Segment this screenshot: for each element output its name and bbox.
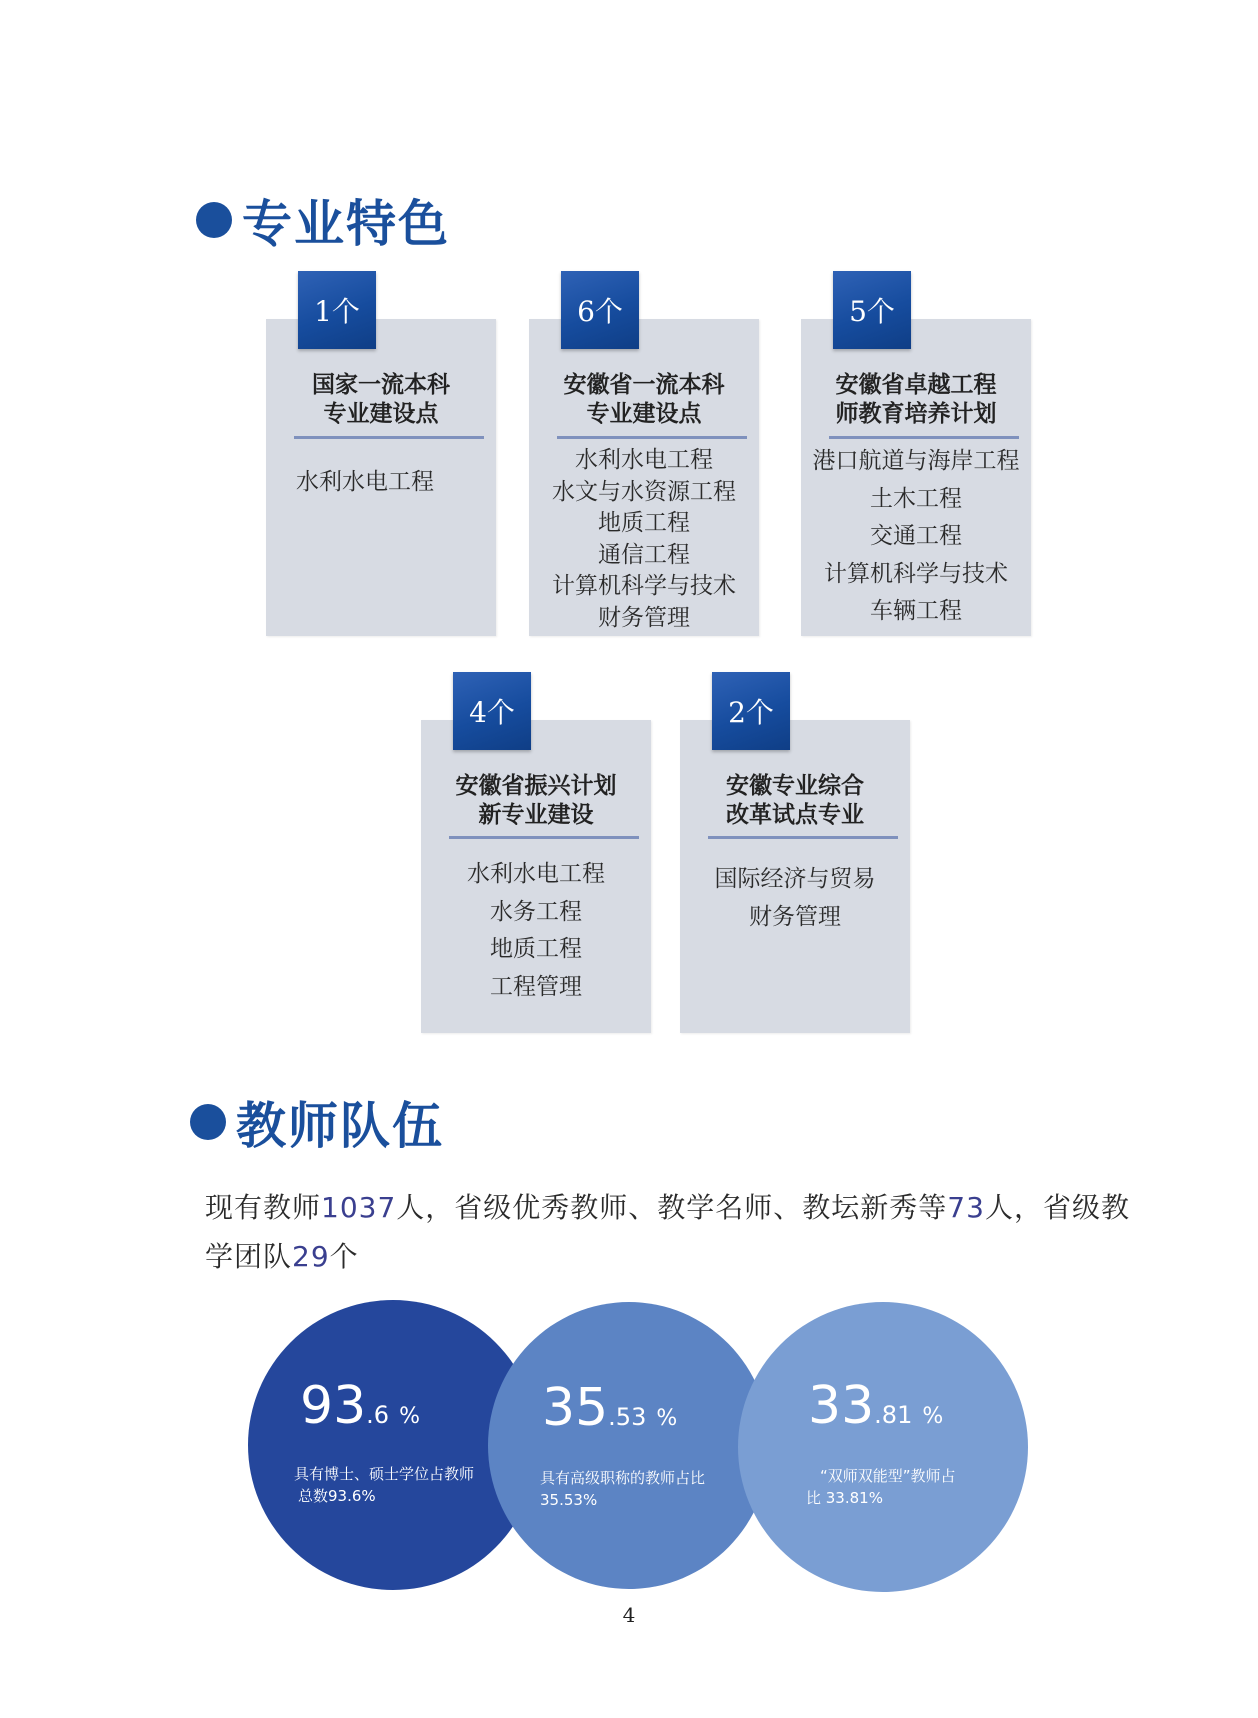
stat-description bbox=[540, 1467, 705, 1511]
card-item: 土木工程 bbox=[870, 485, 962, 512]
card-excellent-engineer bbox=[801, 295, 1031, 636]
card-item: 计算机科学与技术 bbox=[552, 573, 736, 599]
stat-description bbox=[294, 1463, 474, 1507]
card-count-badge: 5个 bbox=[833, 271, 911, 349]
stat-value-decimal: .53 bbox=[608, 1403, 647, 1431]
paragraph-text: 人，省级优秀教师、教学名师、教坛新秀等 bbox=[396, 1191, 948, 1224]
paragraph-text: 个 bbox=[329, 1240, 359, 1273]
card-item-list bbox=[680, 861, 910, 936]
card-item: 水文与水资源工程 bbox=[552, 478, 736, 505]
card-item-list bbox=[529, 445, 759, 634]
card-title-line: 安徽专业综合 bbox=[726, 773, 864, 799]
stat-description-line: 具有高级职称的教师占比 bbox=[540, 1469, 706, 1487]
card-divider bbox=[829, 436, 1019, 439]
highlight-number: 73 bbox=[947, 1191, 985, 1224]
stat-circle-senior-title bbox=[488, 1302, 770, 1589]
card-count-badge: 4个 bbox=[453, 672, 531, 750]
card-item: 国际经济与贸易 bbox=[714, 866, 876, 892]
card-divider bbox=[708, 836, 898, 839]
card-item: 通信工程 bbox=[598, 541, 690, 568]
card-item: 财务管理 bbox=[598, 604, 690, 631]
bullet-dot-icon bbox=[196, 202, 232, 238]
stat-description-line: 比 33.81% bbox=[806, 1489, 883, 1507]
stat-value-decimal: .81 bbox=[874, 1401, 913, 1429]
card-revitalization-plan bbox=[421, 696, 651, 1033]
card-item: 水利水电工程 bbox=[467, 861, 605, 887]
card-title-line: 安徽省卓越工程 bbox=[835, 372, 997, 398]
card-anhui-first-class bbox=[529, 295, 759, 636]
section-title-features bbox=[196, 184, 450, 256]
faculty-summary-paragraph bbox=[205, 1183, 1140, 1281]
stat-value bbox=[542, 1378, 677, 1438]
card-item-list bbox=[801, 443, 1031, 631]
card-item: 地质工程 bbox=[598, 510, 690, 536]
card-item: 地质工程 bbox=[490, 936, 582, 962]
stat-percent-sign: % bbox=[922, 1404, 944, 1429]
section-title-text: 教师队伍 bbox=[236, 1096, 444, 1155]
card-divider bbox=[294, 436, 484, 439]
card-reform-pilot bbox=[680, 696, 910, 1033]
stat-description-line: 具有博士、硕士学位占教师 bbox=[294, 1465, 475, 1483]
stat-description-line: “双师双能型”教师占 bbox=[820, 1467, 956, 1485]
section-title-text: 专业特色 bbox=[242, 194, 450, 253]
highlight-number: 1037 bbox=[321, 1191, 397, 1224]
card-item-list bbox=[421, 856, 651, 1006]
card-item: 车辆工程 bbox=[870, 598, 962, 624]
card-title bbox=[801, 371, 1031, 429]
card-title-line: 国家一流本科 bbox=[312, 372, 450, 398]
card-title bbox=[680, 772, 910, 830]
stat-description-line: 35.53% bbox=[540, 1491, 598, 1509]
paragraph-text: 现有教师 bbox=[205, 1191, 322, 1224]
stat-value-main: 35 bbox=[542, 1378, 609, 1438]
stat-value bbox=[808, 1376, 943, 1436]
section-title-faculty bbox=[190, 1086, 444, 1158]
stat-circle-dual-qualified bbox=[738, 1302, 1028, 1592]
stat-value bbox=[300, 1376, 420, 1436]
card-count-badge: 6个 bbox=[561, 271, 639, 349]
card-title-line: 安徽省振兴计划 bbox=[455, 773, 617, 799]
card-title bbox=[266, 371, 496, 429]
card-item: 水利水电工程 bbox=[575, 447, 713, 473]
card-item: 水利水电工程 bbox=[296, 469, 434, 495]
bullet-dot-icon bbox=[190, 1104, 226, 1140]
highlight-number: 29 bbox=[292, 1240, 330, 1273]
stat-percent-sign: % bbox=[399, 1404, 420, 1429]
card-item: 财务管理 bbox=[749, 903, 841, 930]
card-count-badge: 2个 bbox=[712, 672, 790, 750]
card-title-line: 专业建设点 bbox=[323, 401, 439, 427]
card-title-line: 改革试点专业 bbox=[726, 802, 864, 828]
card-item: 港口航道与海岸工程 bbox=[812, 448, 1020, 474]
page-number: 4 bbox=[622, 1603, 636, 1627]
stat-value-decimal: .6 bbox=[366, 1401, 390, 1429]
stat-description-line: 总数93.6% bbox=[298, 1487, 376, 1505]
card-title-line: 新专业建设 bbox=[478, 802, 594, 828]
card-title bbox=[421, 772, 651, 830]
card-divider bbox=[449, 836, 639, 839]
stat-percent-sign: % bbox=[656, 1406, 678, 1431]
card-item: 计算机科学与技术 bbox=[824, 560, 1008, 587]
card-item: 工程管理 bbox=[490, 973, 582, 1000]
card-count-badge: 1个 bbox=[298, 271, 376, 349]
paragraph-text: 人，省级教学团队 bbox=[205, 1191, 1130, 1273]
card-national-first-class bbox=[266, 295, 496, 636]
stat-value-main: 33 bbox=[808, 1376, 875, 1436]
card-item: 交通工程 bbox=[870, 523, 962, 549]
card-item: 水务工程 bbox=[490, 898, 582, 925]
card-title-line: 师教育培养计划 bbox=[835, 401, 997, 427]
stat-value-main: 93 bbox=[300, 1376, 367, 1436]
card-item-list bbox=[296, 467, 496, 499]
card-divider bbox=[557, 436, 747, 439]
card-title-line: 专业建设点 bbox=[586, 401, 702, 427]
card-title-line: 安徽省一流本科 bbox=[563, 372, 725, 398]
card-title bbox=[529, 371, 759, 429]
stat-description bbox=[806, 1465, 956, 1509]
